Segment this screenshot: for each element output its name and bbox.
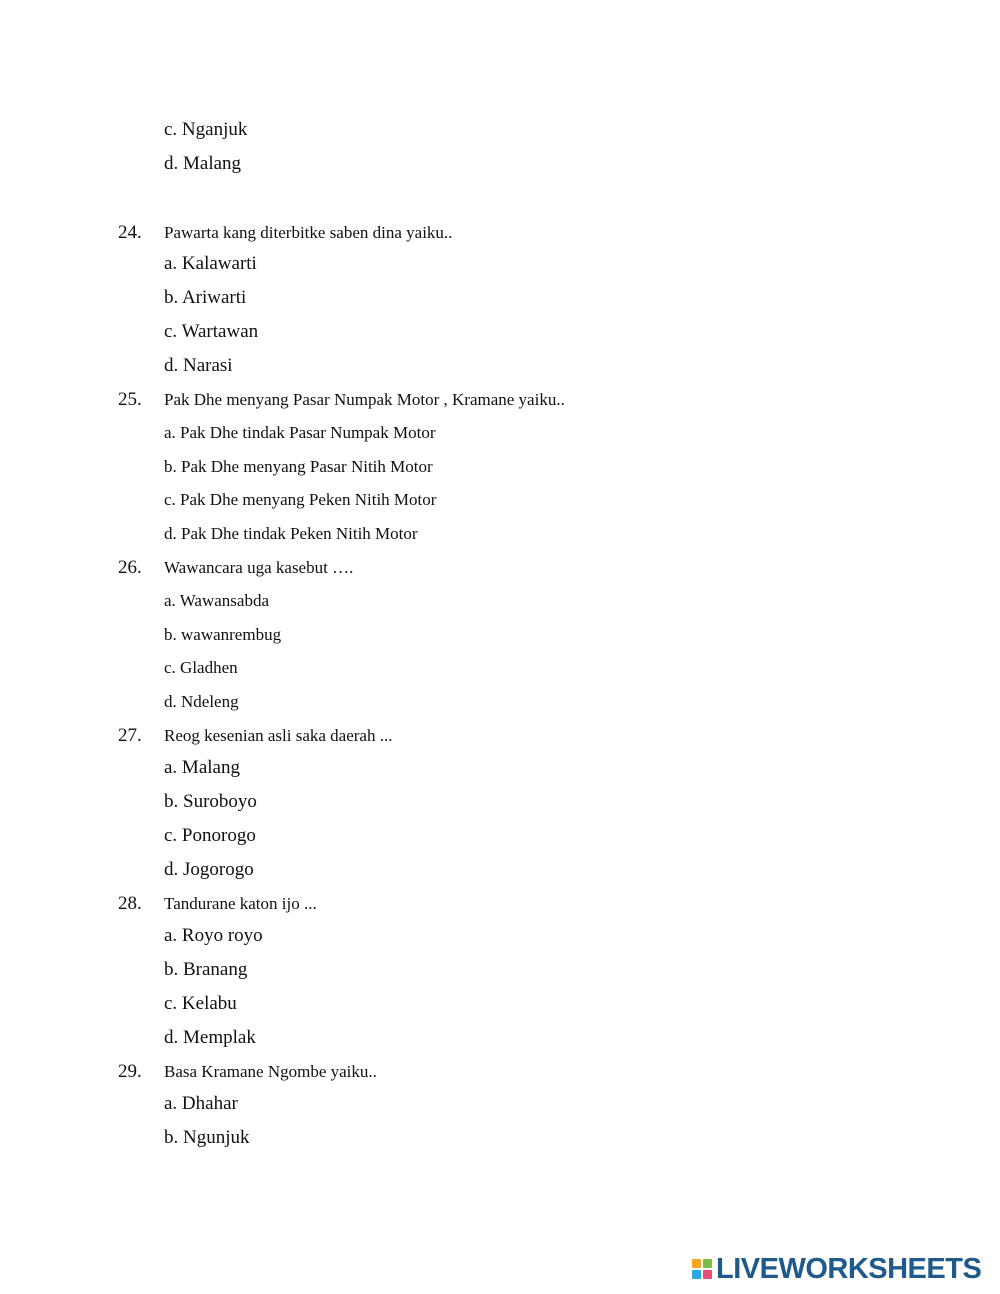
option: b. wawanrembug <box>164 625 282 644</box>
option: b. Ngunjuk <box>164 1127 250 1148</box>
option: d. Memplak <box>164 1027 256 1048</box>
option: a. Royo royo <box>164 925 263 946</box>
option: b. Branang <box>164 959 248 980</box>
liveworksheets-logo[interactable] <box>692 1254 981 1284</box>
option: c. Kelabu <box>164 993 237 1014</box>
option: d. Ndeleng <box>164 692 239 711</box>
option: a. Malang <box>164 757 240 778</box>
option: d. Malang <box>164 153 242 174</box>
option: b. Ariwarti <box>164 287 247 308</box>
option: d. Jogorogo <box>164 859 254 880</box>
question-number: 25. <box>118 389 142 410</box>
option: a. Kalawarti <box>164 253 257 274</box>
question-text: Tandurane katon ijo ... <box>164 894 317 913</box>
question-text: Pak Dhe menyang Pasar Numpak Motor , Kramane yaiku.. <box>164 390 565 409</box>
option: c. Wartawan <box>164 321 259 342</box>
option: c. Gladhen <box>164 658 238 677</box>
question-number: 28. <box>118 893 142 914</box>
question-text: Reog kesenian asli saka daerah ... <box>164 726 393 745</box>
question-text: Wawancara uga kasebut …. <box>164 558 354 577</box>
question-text: Pawarta kang diterbitke saben dina yaiku.. <box>164 223 453 242</box>
question-number: 26. <box>118 557 142 578</box>
option: c. Nganjuk <box>164 119 248 140</box>
logo-square <box>703 1259 712 1268</box>
option: d. Narasi <box>164 355 233 376</box>
option: a. Pak Dhe tindak Pasar Numpak Motor <box>164 423 436 442</box>
logo-square <box>703 1270 712 1279</box>
logo-square <box>692 1270 701 1279</box>
option: b. Pak Dhe menyang Pasar Nitih Motor <box>164 457 433 476</box>
question-text: Basa Kramane Ngombe yaiku.. <box>164 1062 377 1081</box>
logo-text: LIVEWORKSHEETS <box>716 1252 982 1285</box>
logo-square <box>692 1259 701 1268</box>
option: c. Ponorogo <box>164 825 256 846</box>
logo-mark-icon <box>692 1259 712 1279</box>
question-number: 24. <box>118 222 142 243</box>
option: b. Suroboyo <box>164 791 257 812</box>
option: c. Pak Dhe menyang Peken Nitih Motor <box>164 490 437 509</box>
option: a. Dhahar <box>164 1093 238 1114</box>
question-number: 27. <box>118 725 142 746</box>
question-number: 29. <box>118 1061 142 1082</box>
option: a. Wawansabda <box>164 591 269 610</box>
option: d. Pak Dhe tindak Peken Nitih Motor <box>164 524 418 543</box>
